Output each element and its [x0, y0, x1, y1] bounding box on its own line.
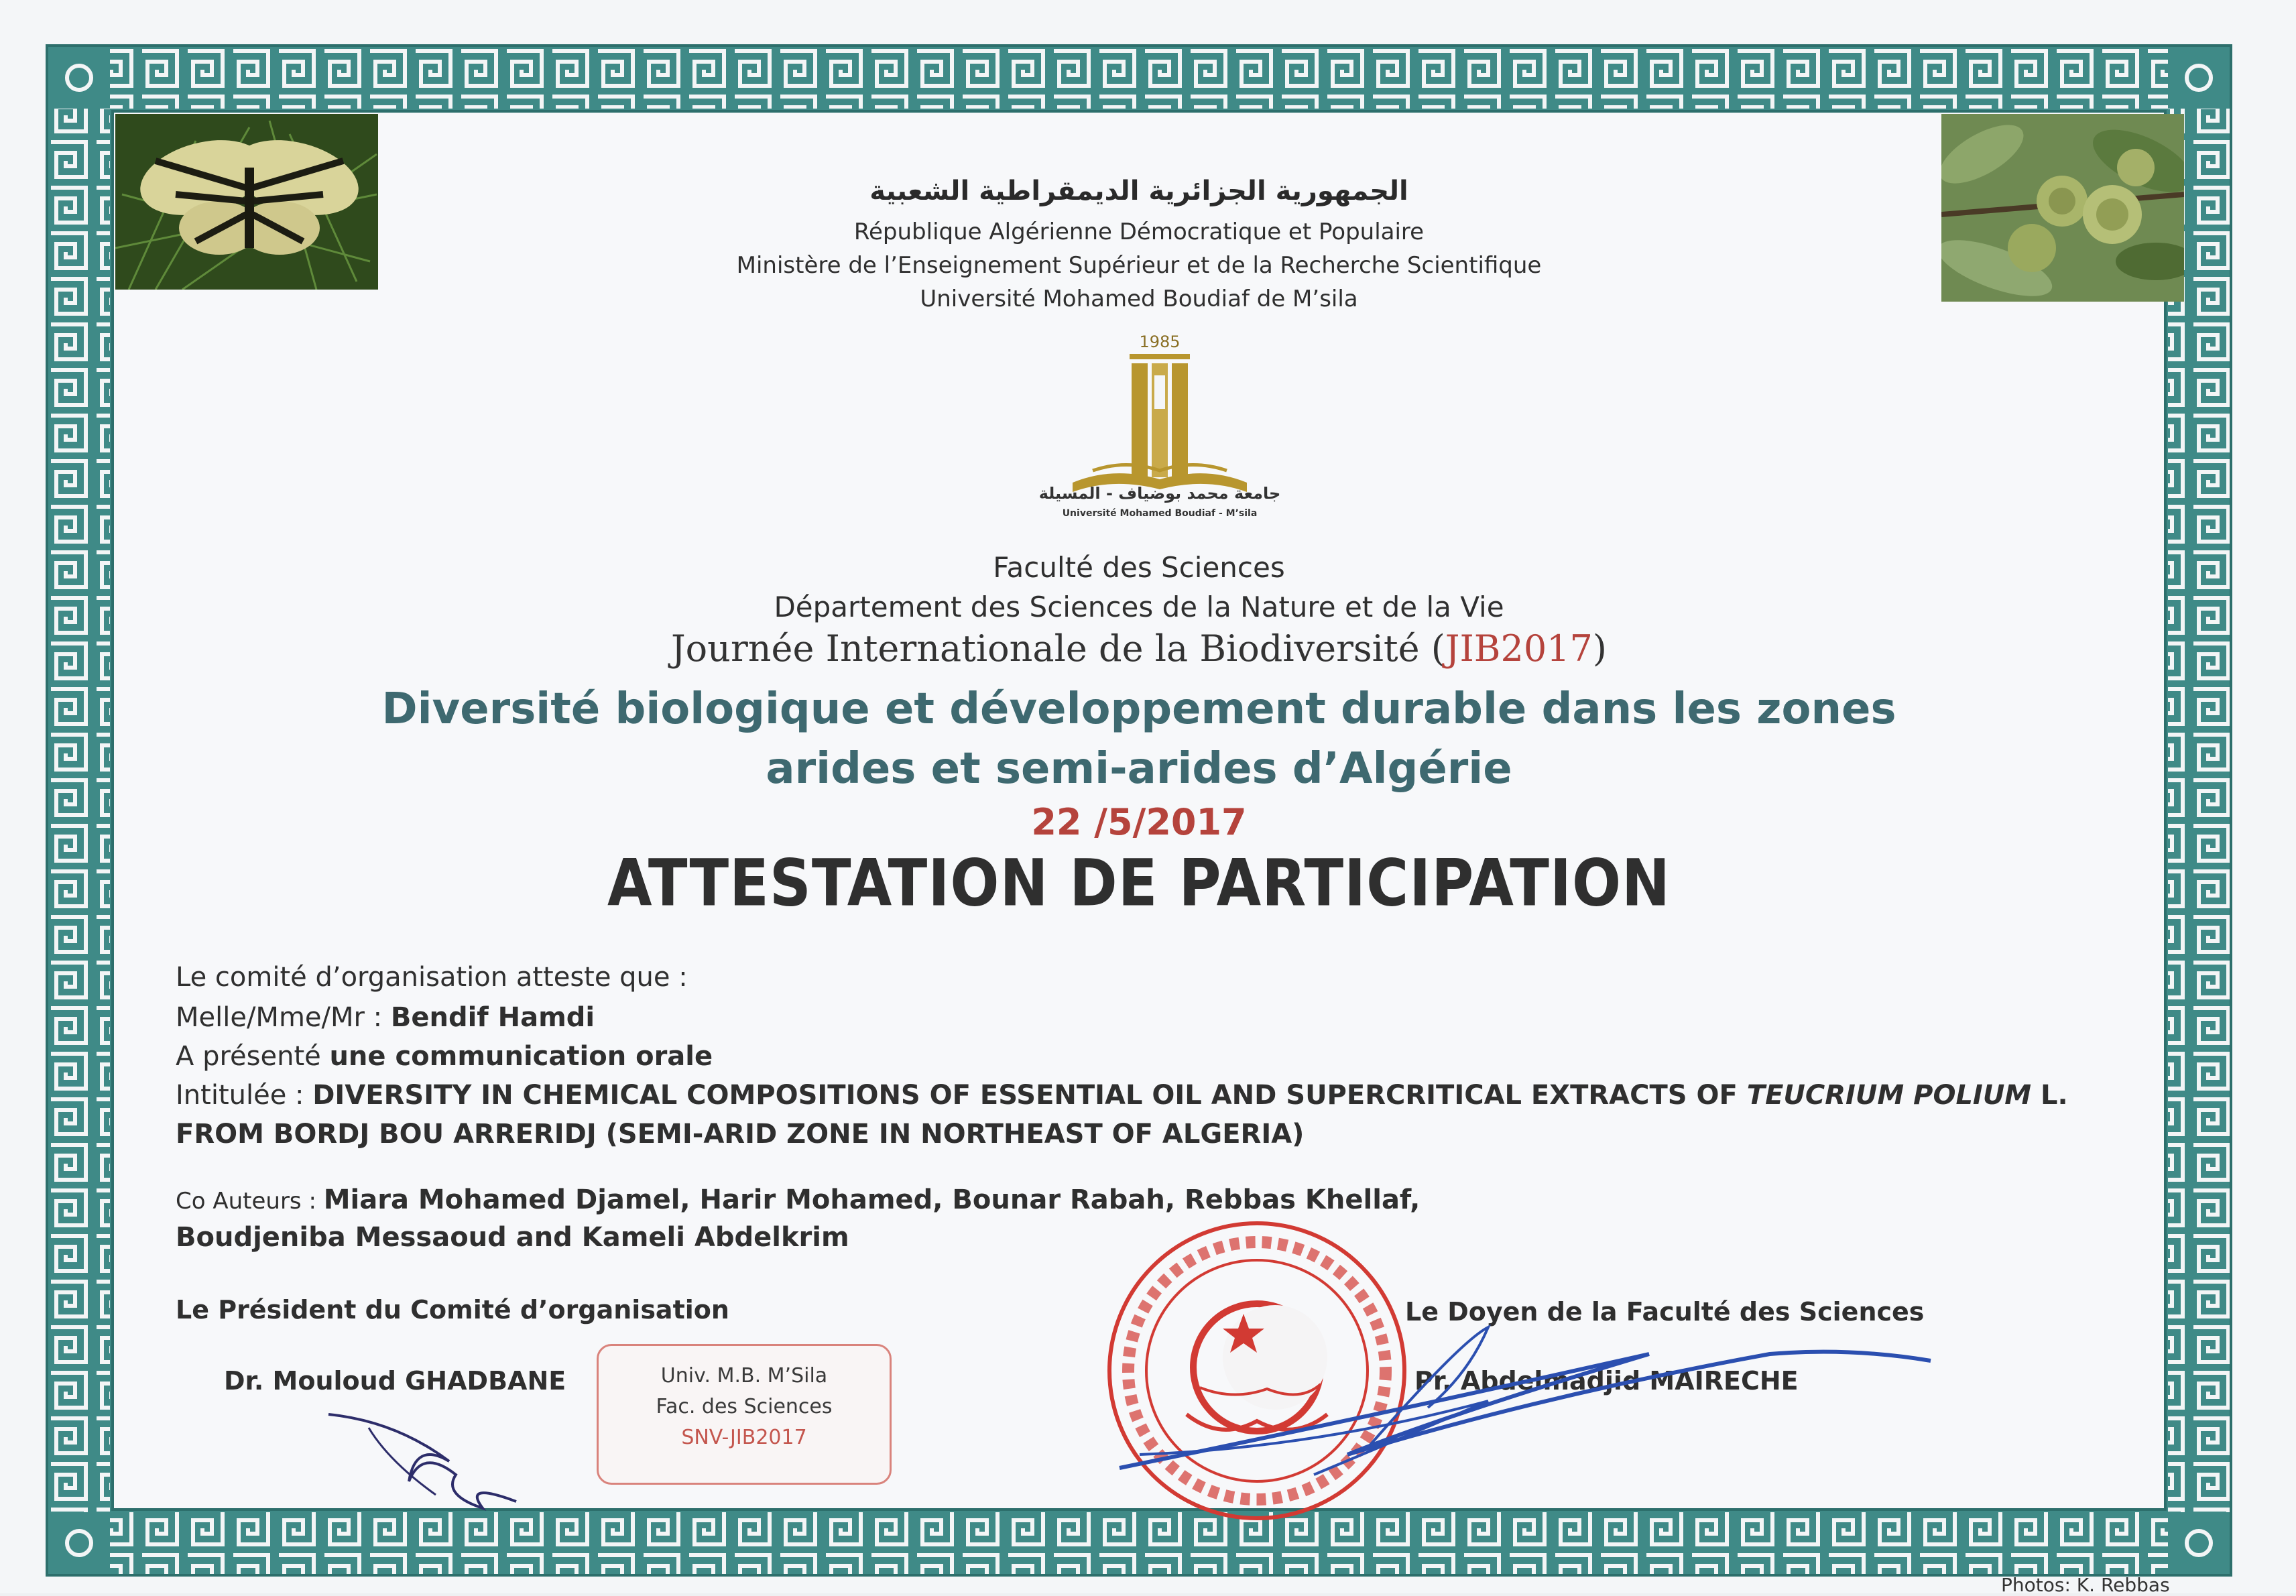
presentation-type: une communication orale — [329, 1041, 713, 1072]
title-species: TEUCRIUM POLIUM — [1746, 1080, 2032, 1111]
logo-arabic-name: جامعة محمد بوضياف - المسيلة — [1038, 484, 1281, 503]
university-emblem-icon — [1059, 328, 1260, 503]
title-line2: FROM BORDJ BOU ARRERIDJ (SEMI-ARID ZONE IN NORTHEAST OF ALGERIA) — [176, 1119, 1305, 1150]
presentation-line — [176, 1038, 713, 1075]
committee-line: Le comité d’organisation atteste que : — [176, 962, 688, 993]
department-line: Département des Sciences de la Nature et de la Vie — [774, 591, 1504, 623]
event-title — [111, 627, 2167, 670]
event-theme-line2: arides et semi-arides d’Algérie — [766, 744, 1512, 794]
event-theme-line1: Diversité biologique et développement durable dans les zones — [381, 684, 1896, 734]
coauthors-line2: Boudjeniba Messaoud and Kameli Abdelkrim — [176, 1222, 849, 1253]
president-signature-icon — [315, 1401, 536, 1522]
title-part1: DIVERSITY IN CHEMICAL COMPOSITIONS OF ESSENTIAL OIL AND SUPERCRITICAL EXTRACTS OF — [312, 1080, 1747, 1111]
title-line1 — [176, 1077, 2068, 1114]
event-title-suffix: ) — [1592, 627, 1607, 670]
certificate-title: ATTESTATION DE PARTICIPATION — [607, 846, 1671, 921]
title-label: Intitulée : — [176, 1080, 313, 1111]
presented-label: A présenté — [176, 1041, 330, 1072]
president-name: Dr. Mouloud GHADBANE — [224, 1366, 566, 1396]
stamp-line3: SNV-JIB2017 — [681, 1426, 807, 1449]
event-title-prefix: Journée Internationale de la Biodiversité ( — [671, 627, 1445, 670]
participant-line — [176, 999, 595, 1036]
logo-latin-name: Université Mohamed Boudiaf - M’sila — [1062, 508, 1258, 519]
arabic-republic-title: الجمهورية الجزائرية الديمقراطية الشعبية — [869, 176, 1408, 206]
coauthors-names1: Miara Mohamed Djamel, Harir Mohamed, Bounar Rabah, Rebbas Khellaf, — [323, 1184, 1421, 1215]
photo-credit: Photos: K. Rebbas — [2001, 1574, 2170, 1596]
university-logo — [1038, 328, 1281, 536]
university-line: Université Mohamed Boudiaf de M’sila — [920, 286, 1358, 312]
stamp-line2: Fac. des Sciences — [656, 1395, 833, 1418]
logo-year: 1985 — [1139, 332, 1181, 351]
republic-line: République Algérienne Démocratique et Populaire — [853, 219, 1425, 245]
ministry-line: Ministère de l’Enseignement Supérieur et de la Recherche Scientifique — [736, 252, 1542, 279]
dean-name: Pr. Abdelmadjid MAIRECHE — [1414, 1366, 1799, 1396]
dean-title: Le Doyen de la Faculté des Sciences — [1405, 1297, 1925, 1327]
faculty-stamp — [597, 1344, 892, 1485]
faculty-line: Faculté des Sciences — [993, 551, 1285, 584]
president-title: Le Président du Comité d’organisation — [176, 1295, 729, 1325]
event-acronym: JIB2017 — [1445, 627, 1593, 670]
coauthors-label: Co Auteurs : — [176, 1188, 324, 1215]
stamp-line1: Univ. M.B. M’Sila — [660, 1364, 828, 1388]
participant-name: Bendif Hamdi — [390, 1002, 595, 1033]
participant-label: Melle/Mme/Mr : — [176, 1002, 391, 1033]
dean-signature-icon — [1113, 1314, 1937, 1495]
title-part2: L. — [2031, 1080, 2068, 1111]
event-date: 22 /5/2017 — [1031, 801, 1247, 843]
